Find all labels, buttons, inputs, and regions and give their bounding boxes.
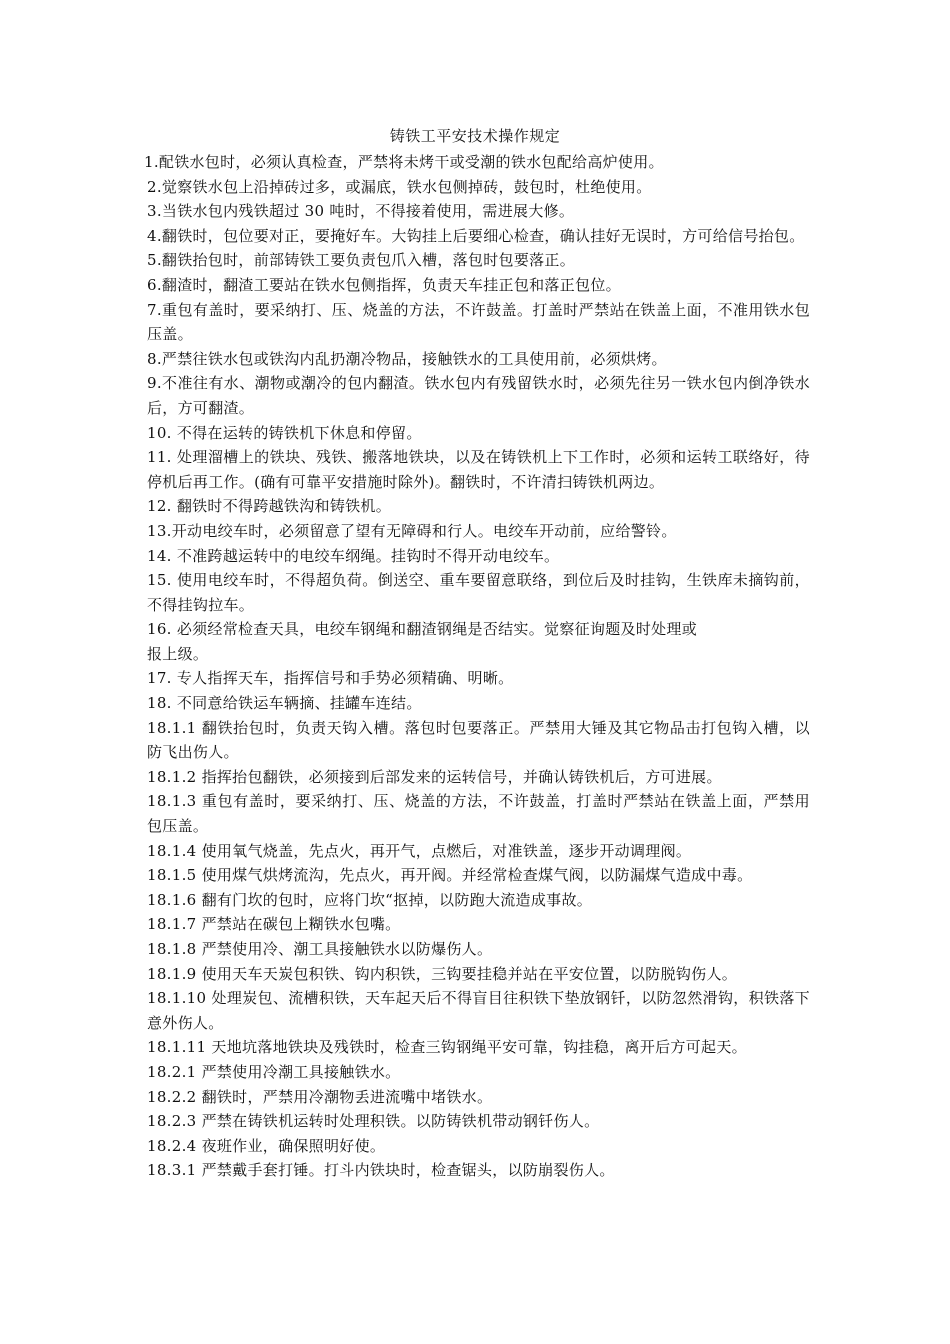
paragraph-18-1-5: 18.1.5 使用煤气烘烤流沟，先点火，再开阀。并经常检查煤气阀，以防漏煤气造成中毒。 bbox=[147, 866, 753, 885]
paragraph-8: 8.严禁往铁水包或铁沟内乱扔潮冷物品，接触铁水的工具使用前，必须烘烤。 bbox=[147, 349, 667, 368]
paragraph-18-1-3: 18.1.3 重包有盖时，要采纳打、压、烧盖的方法，不许鼓盖，打盖时严禁站在铁盖上面，严禁用包压盖。 bbox=[147, 792, 810, 836]
paragraph-2: 2.觉察铁水包上沿掉砖过多，或漏底，铁水包侧掉砖，鼓包时，杜绝使用。 bbox=[147, 177, 652, 196]
paragraph-18-1-6: 18.1.6 翻有门坎的包时，应将门坎“抠掉，以防跑大流造成事故。 bbox=[147, 890, 593, 909]
paragraph-18-1-7: 18.1.7 严禁站在碳包上糊铁水包嘴。 bbox=[147, 915, 401, 934]
paragraph-17: 17. 专人指挥天车，指挥信号和手势必须精确、明晰。 bbox=[147, 669, 514, 688]
paragraph-9: 9.不准往有水、潮物或潮冷的包内翻渣。铁水包内有残留铁水时，必须先往另一铁水包内倒净铁水后，方可翻渣。 bbox=[147, 374, 810, 417]
paragraph-13: 13.开动电绞车时，必须留意了望有无障碍和行人。电绞车开动前，应给警铃。 bbox=[147, 521, 677, 540]
paragraph-16: 16. 必须经常检查天具，电绞车钢绳和翻渣钢绳是否结实。觉察征询题及时处理或 bbox=[147, 620, 698, 639]
paragraph-18-2-1: 18.2.1 严禁使用冷潮工具接触铁水。 bbox=[147, 1062, 401, 1081]
paragraph-18: 18. 不同意给铁运车辆摘、挂罐车连结。 bbox=[147, 694, 422, 713]
paragraph-10: 10. 不得在运转的铸铁机下休息和停留。 bbox=[147, 423, 422, 442]
paragraph-18-2-3: 18.2.3 严禁在铸铁机运转时处理积铁。以防铸铁机带动钢钎伤人。 bbox=[147, 1112, 600, 1131]
paragraph-15: 15. 使用电绞车时，不得超负荷。倒送空、重车要留意联络，到位后及时挂钩，生铁库未摘钩前，不得挂钩拉车。 bbox=[147, 571, 810, 614]
paragraph-18-1-8: 18.1.8 严禁使用冷、潮工具接触铁水以防爆伤人。 bbox=[147, 940, 493, 958]
paragraph-14: 14. 不准跨越运转中的电绞车纲绳。挂钩时不得开动电绞车。 bbox=[147, 546, 560, 565]
paragraph-18-3-1: 18.3.1 严禁戴手套打锤。打斗内铁块时，检查锯头，以防崩裂伤人。 bbox=[147, 1161, 615, 1180]
paragraph-16-continued: 报上级。 bbox=[147, 644, 209, 663]
paragraph-18-2-2: 18.2.2 翻铁时，严禁用冷潮物丢进流嘴中堵铁水。 bbox=[147, 1087, 493, 1106]
paragraph-4: 4.翻铁时，包位要对正，要掩好车。大钩挂上后要细心检查，确认挂好无误时，方可给信号抬包。 bbox=[147, 226, 805, 245]
paragraph-18-1-4: 18.1.4 使用氧气烧盖，先点火，再开气，点燃后，对准铁盖，逐步开动调理阀。 bbox=[147, 841, 692, 860]
paragraph-18-2-4: 18.2.4 夜班作业，确保照明好使。 bbox=[147, 1136, 386, 1155]
paragraph-18-1-2: 18.1.2 指挥抬包翻铁，必须接到后部发来的运转信号，并确认铸铁机后，方可进展。 bbox=[147, 767, 722, 786]
paragraph-12: 12. 翻铁时不得跨越铁沟和铸铁机。 bbox=[147, 497, 392, 516]
paragraph-18-1-9: 18.1.9 使用天车天炭包积铁、钩内积铁，三钩要挂稳并站在平安位置，以防脱钩伤人。 bbox=[147, 964, 738, 983]
paragraph-11: 11. 处理溜槽上的铁块、残铁、搬落地铁块，以及在铸铁机上下工作时，必须和运转工联络好，待停机后再工作。(确有可靠平安措施时除外)。翻铁时，不许清扫铸铁机两边。 bbox=[147, 448, 810, 491]
paragraph-5: 5.翻铁抬包时，前部铸铁工要负责包爪入槽，落包时包要落正。 bbox=[147, 251, 576, 270]
paragraph-18-1-10: 18.1.10 处理炭包、流槽积铁，天车起天后不得盲目往积铁下垫放钢钎，以防忽然滑钩，积铁落下意外伤人。 bbox=[147, 989, 810, 1032]
paragraph-3: 3.当铁水包内残铁超过 30 吨时，不得接着使用，需进展大修。 bbox=[147, 202, 575, 221]
paragraph-7: 7.重包有盖时，要采纳打、压、烧盖的方法，不许鼓盖。打盖时严禁站在铁盖上面，不准用铁水包压盖。 bbox=[147, 300, 810, 344]
paragraph-18-1-1: 18.1.1 翻铁抬包时，负责天钩入槽。落包时包要落正。严禁用大锤及其它物品击打包钩入槽，以防飞出伤人。 bbox=[147, 718, 810, 762]
document-title: 铸铁工平安技术操作规定 bbox=[389, 127, 561, 145]
paragraph-1: 1.配铁水包时，必须认真检查，严禁将未烤干或受潮的铁水包配给高炉使用。 bbox=[144, 153, 664, 171]
paragraph-18-1-11: 18.1.11 天地坑落地铁块及残铁时，检查三钩钢绳平安可靠，钩挂稳，离开后方可起天。 bbox=[147, 1038, 747, 1057]
paragraph-6: 6.翻渣时，翻渣工要站在铁水包侧指挥，负责天车挂正包和落正包位。 bbox=[147, 275, 621, 294]
document-body bbox=[144, 150, 810, 1183]
